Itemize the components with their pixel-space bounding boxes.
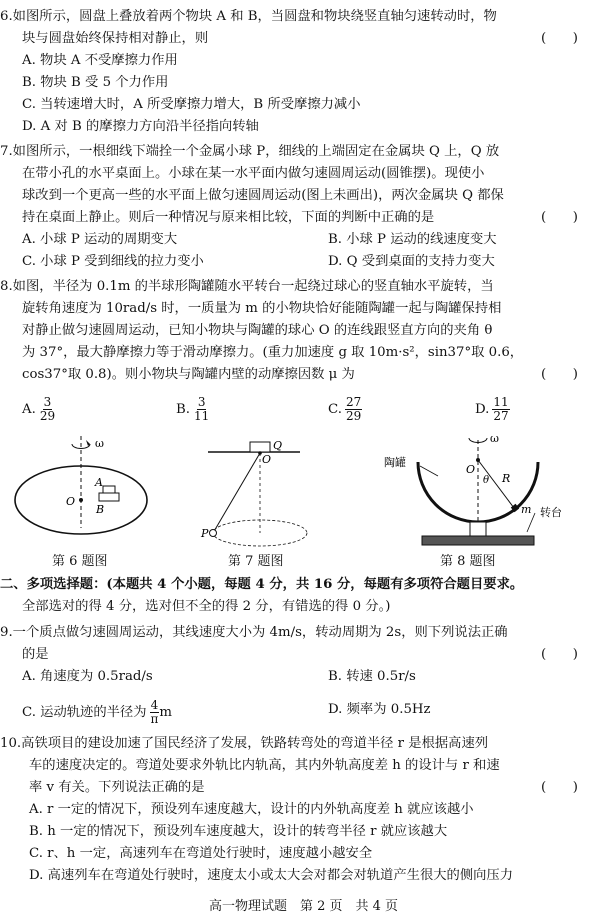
fig8-caption: 第 8 题图 xyxy=(440,554,496,569)
fig6-diagram xyxy=(15,436,147,534)
q8-stem-line3: 对静止做匀速圆周运动，已知小物块与陶罐的球心 O 的连线跟竖直方向的夹角 θ xyxy=(22,323,493,338)
q8-option-d-fraction xyxy=(492,396,509,423)
q10-option-c: C. r、h 一定，高速列车在弯道处行驶时，速度越小越安全 xyxy=(29,846,373,861)
section2-heading-line1: 二、多项选择题：(本题共 4 个小题，每题 4 分，共 16 分，每题有多项符合题目要求。 xyxy=(0,577,524,592)
fig8-diagram xyxy=(384,432,562,545)
q8-option-b-label: B. xyxy=(176,402,190,417)
fig6-block-a xyxy=(103,486,115,493)
q9-option-c-fraction xyxy=(150,699,160,726)
q8-option-b-denominator: 11 xyxy=(194,409,210,423)
q8-option-c-fraction xyxy=(345,396,362,423)
q7-option-b: B. 小球 P 运动的线速度变大 xyxy=(328,232,497,247)
q6-option-c: C. 当转速增大时，A 所受摩擦力增大，B 所受摩擦力减小 xyxy=(22,97,361,112)
q6-option-d: D. A 对 B 的摩擦力方向沿半径指向转轴 xyxy=(22,119,259,134)
q9-stem-line1: 9.一个质点做匀速圆周运动，其线速度大小为 4m/s，转动周期为 2s，则下列说法正确 xyxy=(0,625,508,640)
fig6-block-b xyxy=(99,493,119,501)
fig8-label-theta: θ xyxy=(483,475,490,486)
q9-option-c-numerator: 4 xyxy=(150,698,159,712)
q10-stem-line3: 率 v 有关。下列说法正确的是 xyxy=(29,780,205,795)
fig8-label-r: R xyxy=(502,472,511,485)
q10-option-a: A. r 一定的情况下，预设列车速度越大，设计的内外轨高度差 h 就应该越小 xyxy=(29,802,474,817)
q10-stem-line1: 10.高铁项目的建设加速了国民经济了发展，铁路转弯处的弯道半径 r 是根据高速列 xyxy=(0,736,489,751)
q9-option-a: A. 角速度为 0.5rad/s xyxy=(22,669,153,684)
q8-option-c-label: C. xyxy=(328,402,342,417)
fig6-label-a: A xyxy=(95,476,103,489)
fig8-label-o: O xyxy=(466,463,476,476)
q9-option-d: D. 频率为 0.5Hz xyxy=(328,702,431,717)
q8-stem-line2: 旋转角速度为 10rad/s 时，一质量为 m 的小物块恰好能随陶罐一起与陶罐保持相 xyxy=(22,301,502,316)
fig8-stand xyxy=(470,522,486,536)
q8-option-a xyxy=(22,396,56,423)
q7-option-d: D. Q 受到桌面的支持力变大 xyxy=(328,254,495,269)
q7-option-a: A. 小球 P 运动的周期变大 xyxy=(22,232,178,247)
q9-stem-line2: 的是 xyxy=(22,647,49,662)
q8-option-d xyxy=(475,396,510,423)
fig7-block-q xyxy=(250,442,270,452)
q8-option-a-fraction xyxy=(39,396,56,423)
fig8-label-jar: 陶罐 xyxy=(384,456,406,469)
fig7-ball-p xyxy=(210,530,217,537)
q8-option-b-numerator: 3 xyxy=(197,395,206,409)
fig6-label-o: O xyxy=(66,495,76,508)
q8-option-d-label: D. xyxy=(475,402,490,417)
q8-option-d-numerator: 11 xyxy=(493,395,509,409)
q9-option-c xyxy=(22,699,172,726)
q6-option-b: B. 物块 B 受 5 个力作用 xyxy=(22,75,169,90)
q7-stem-line2: 在带小孔的水平桌面上。小球在某一水平面内做匀速圆周运动(圆锥摆)。现使小 xyxy=(22,166,485,181)
q8-stem-line4: 为 37°，最大静摩擦力等于滑动摩擦力。(重力加速度 g 取 10m·s²，sin37°取 0.6， xyxy=(22,345,524,360)
q8-stem-line1: 8.如图，半径为 0.1m 的半球形陶罐随水平转台一起绕过球心的竖直轴水平旋转，当 xyxy=(0,279,494,294)
q9-option-c-text: C. 运动轨迹的半径为 xyxy=(22,705,147,720)
fig8-label-m: m xyxy=(521,503,532,516)
page-footer: 高一物理试题 第 2 页 共 4 页 xyxy=(208,899,399,914)
q8-option-b-fraction xyxy=(193,396,210,423)
fig6-label-b: B xyxy=(96,503,105,516)
q9-option-c-unit: m xyxy=(159,705,173,720)
q6-stem-line2: 块与圆盘始终保持相对静止，则 xyxy=(22,31,209,46)
q8-option-a-label: A. xyxy=(22,402,36,417)
fig7-label-p: P xyxy=(201,527,209,540)
fig6-caption: 第 6 题图 xyxy=(52,554,108,569)
q8-option-c-denominator: 29 xyxy=(345,409,362,423)
fig8-label-platform: 转台 xyxy=(540,506,562,519)
q9-option-b: B. 转速 0.5r/s xyxy=(328,669,416,684)
q8-option-b xyxy=(176,396,210,423)
q8-option-a-numerator: 3 xyxy=(43,395,52,409)
fig8-omega: ω xyxy=(490,432,499,445)
q9-answer-bracket: ( ) xyxy=(541,647,578,662)
q6-stem-line1: 6.如图所示，圆盘上叠放着两个物块 A 和 B，当圆盘和物块绕竖直轴匀速转动时，物 xyxy=(0,9,497,24)
q6-answer-bracket: ( ) xyxy=(541,31,578,46)
q6-option-a: A. 物块 A 不受摩擦力作用 xyxy=(22,53,178,68)
fig7-label-o: O xyxy=(262,453,272,466)
q7-stem-line3: 球改到一个更高一些的水平面上做匀速圆周运动(图上未画出)，两次金属块 Q 都保 xyxy=(22,188,504,203)
q8-answer-bracket: ( ) xyxy=(541,367,578,382)
q9-option-c-denominator: π xyxy=(150,712,159,726)
q10-stem-line2: 车的速度决定的。弯道处要求外轨比内轨高，其内外轨高度差 h 的设计与 r 和速 xyxy=(29,758,500,773)
q10-option-b: B. h 一定的情况下，预设列车速度越大，设计的转弯半径 r 就应该越大 xyxy=(29,824,448,839)
fig6-omega: ω xyxy=(95,437,104,450)
q7-stem-line4: 持在桌面上静止。则后一种情况与原来相比较，下面的判断中正确的是 xyxy=(22,210,435,225)
q8-stem-line5: cos37°取 0.8)。则小物块与陶罐内壁的动摩擦因数 μ 为 xyxy=(22,367,355,382)
q8-option-c xyxy=(328,396,362,423)
q8-option-c-numerator: 27 xyxy=(345,395,362,409)
q7-stem-line1: 7.如图所示，一根细线下端拴一个金属小球 P，细线的上端固定在金属块 Q 上，Q 放 xyxy=(0,144,500,159)
fig6-center-dot xyxy=(79,498,83,502)
fig7-string xyxy=(213,453,260,533)
fig7-caption: 第 7 题图 xyxy=(228,554,284,569)
fig8-platform xyxy=(422,536,534,545)
q10-option-d: D. 高速列车在弯道处行驶时，速度太小或太大会对都会对轨道产生很大的侧向压力 xyxy=(29,868,514,883)
fig8-jar-leader xyxy=(420,466,438,476)
fig7-label-q: Q xyxy=(273,439,283,452)
figures-panel xyxy=(0,430,607,570)
q8-option-d-denominator: 27 xyxy=(493,409,509,423)
q7-option-c: C. 小球 P 受到细线的拉力变小 xyxy=(22,254,204,269)
q10-answer-bracket: ( ) xyxy=(541,780,578,795)
section2-heading-line2: 全部选对的得 4 分，选对但不全的得 2 分，有错选的得 0 分。) xyxy=(22,599,391,614)
q8-option-a-denominator: 29 xyxy=(39,409,56,423)
fig7-diagram xyxy=(200,439,307,546)
q7-answer-bracket: ( ) xyxy=(541,210,578,225)
